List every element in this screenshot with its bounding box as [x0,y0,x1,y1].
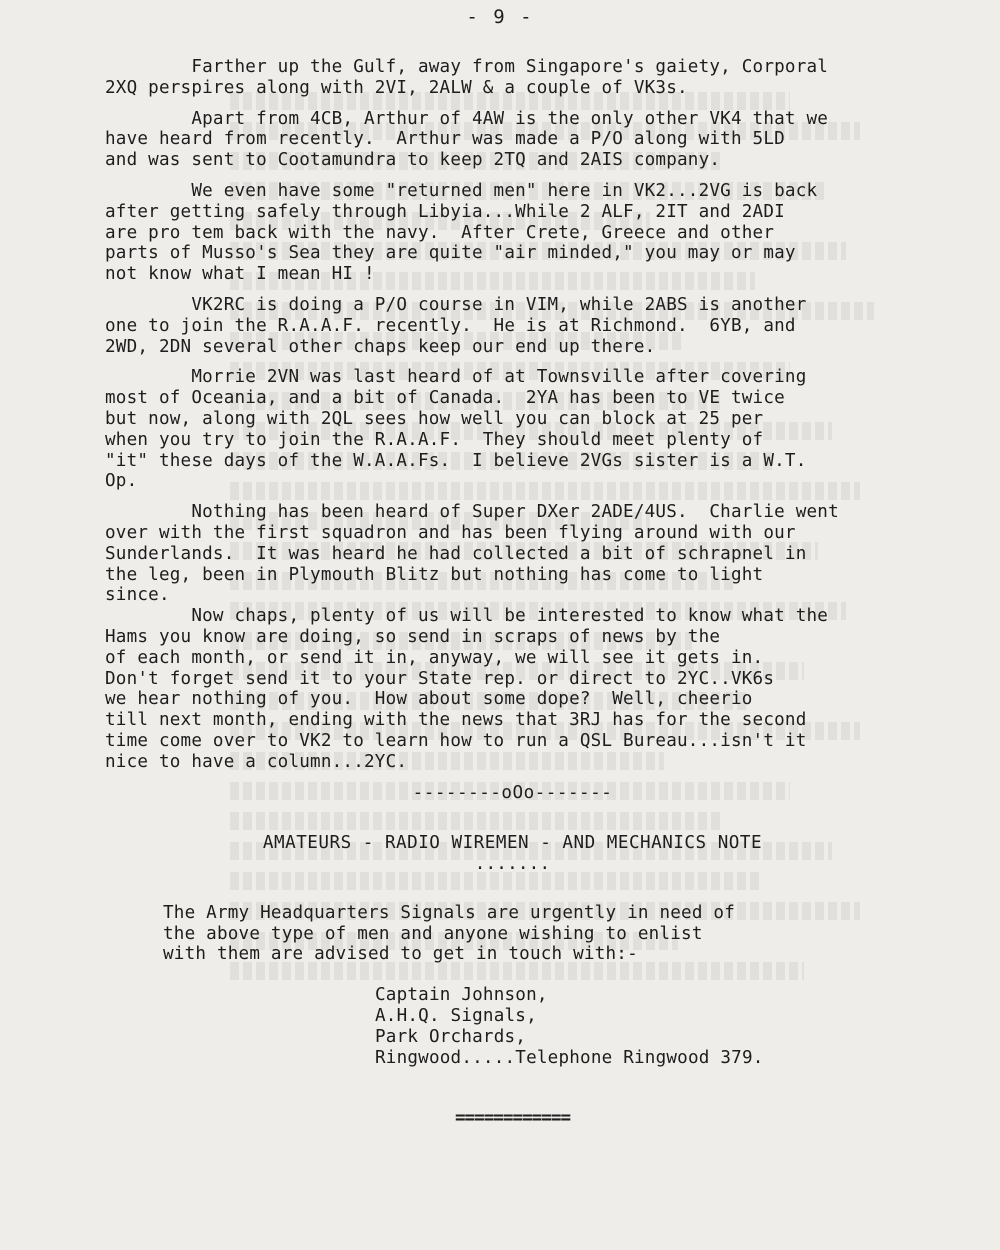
paragraph: Morrie 2VN was last heard of at Townsville after covering most of Oceania, and a bit of Canada. 2YA has been to VE twice but now, along with 2QL sees how well you can block at 25 per when you try to join the R.A.A.F. They should meet plenty of "it" these days of the W.A.A.Fs. I believe 2VGs sister is a W.T. Op. [105,367,807,492]
end-rule: ============ [454,1108,571,1129]
article-body [105,57,920,1129]
page-number: - 9 - [466,6,534,28]
contact-address: Captain Johnson, A.H.Q. Signals, Park Orchards, Ringwood.....Telephone Ringwood 379. [375,985,764,1068]
paragraph: Farther up the Gulf, away from Singapore's gaiety, Corporal 2XQ perspires along with 2VI, 2ALW & a couple of VK3s. [105,57,829,98]
notice-heading: AMATEURS - RADIO WIREMEN - AND MECHANICS NOTE [262,833,763,854]
paragraph: VK2RC is doing a P/O course in VIM, while 2ABS is another one to join the R.A.A.F. recently. He is at Richmond. 6YB, and 2WD, 2DN several other chaps keep our end up there. [105,294,807,357]
paragraph: Nothing has been heard of Super DXer 2ADE/4US. Charlie went over with the first squadron and has been flying around with our Sunderlands. It was heard he had collected a bit of schrapnel in the leg, been in Plymouth Blitz but nothing has come to light since. Now chaps, plenty of us will be interested to know what the Hams you know are doing, so send in scraps of news by the of each month, or send it in, anyway, we will see it gets in. Don't forget send it to your State rep. or direct to 2YC..VK6s we hear nothing of you. How about some dope? Well, cheerio till next month, ending with the news that 3RJ has for the second time come over to VK2 to learn how to run a QSL Bureau...isn't it nice to have a column...2YC. [105,502,839,772]
heading-dots: ....... [474,854,551,875]
section-divider: --------oOo------- [412,782,613,803]
paragraph: We even have some "returned men" here in VK2...2VG is back after getting safely through Libyia...While 2 ALF, 2IT and 2ADI are pro tem back with the navy. After Crete, Greece and other parts of Musso's Sea they are quite "air minded," you may or may not know what I mean HI ! [105,180,818,285]
paragraph: Apart from 4CB, Arthur of 4AW is the only other VK4 that we have heard from recently. Arthur was made a P/O along with 5LD and was sent to Cootamundra to keep 2TQ and 2AIS company. [105,108,829,171]
notice-text: The Army Headquarters Signals are urgently in need of the above type of men and anyone wishing to enlist with them are advised to get in touch with:- [163,902,735,965]
